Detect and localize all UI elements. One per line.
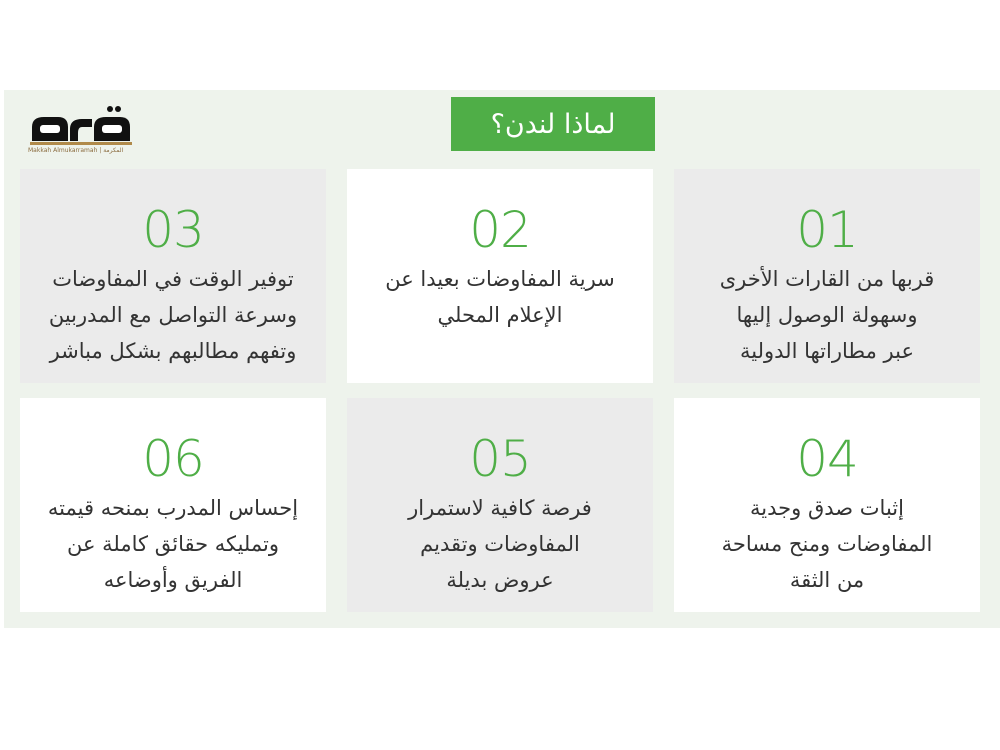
card-line: عروض بديلة	[446, 568, 554, 592]
card-line: سرية المفاوضات بعيدا عن	[385, 267, 615, 291]
card-text	[20, 261, 326, 369]
card-line: المفاوضات وتقديم	[420, 532, 580, 556]
card-line: وسهولة الوصول إليها	[736, 303, 918, 327]
card-line: وتفهم مطالبهم بشكل مباشر	[49, 339, 297, 363]
page-title-text: لماذا لندن؟	[490, 108, 616, 140]
card-line: عبر مطاراتها الدولية	[740, 339, 914, 363]
reason-card-02	[347, 169, 653, 383]
card-number: 03	[142, 201, 204, 259]
card-number: 04	[796, 430, 858, 488]
reason-card-03	[20, 169, 326, 383]
logo-subtitle: Makkah Almukarramah | المكرمة	[28, 147, 124, 154]
reason-card-01	[674, 169, 980, 383]
reason-card-04	[674, 398, 980, 612]
card-line: إثبات صدق وجدية	[750, 496, 904, 520]
card-text	[347, 490, 653, 598]
card-line: وتمليكه حقائق كاملة عن	[66, 532, 280, 556]
card-text	[674, 490, 980, 598]
card-number: 01	[796, 201, 858, 259]
reason-card-05	[347, 398, 653, 612]
card-line: من الثقة	[789, 568, 865, 592]
card-line: الفريق وأوضاعه	[103, 568, 243, 592]
card-line: الإعلام المحلي	[437, 303, 563, 327]
card-line: المفاوضات ومنح مساحة	[721, 532, 933, 556]
card-text	[20, 490, 326, 598]
card-number: 05	[469, 430, 531, 488]
card-text	[674, 261, 980, 369]
card-line: إحساس المدرب بمنحه قيمته	[47, 496, 299, 520]
card-line: قربها من القارات الأخرى	[719, 267, 935, 291]
makkah-logo	[28, 103, 134, 159]
card-line: توفير الوقت في المفاوضات	[52, 267, 294, 291]
card-line: فرصة كافية لاستمرار	[408, 496, 592, 520]
card-text	[347, 261, 653, 333]
card-number: 02	[469, 201, 531, 259]
makkah-logo-icon	[28, 103, 134, 147]
card-number: 06	[142, 430, 204, 488]
card-line: وسرعة التواصل مع المدربين	[48, 303, 298, 327]
reason-card-06	[20, 398, 326, 612]
page-title	[451, 97, 655, 151]
